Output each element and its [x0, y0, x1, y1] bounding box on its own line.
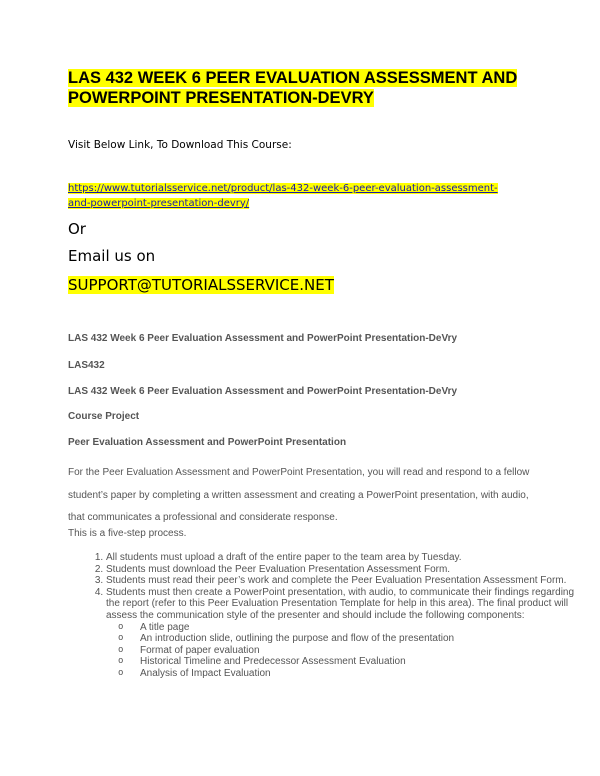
component-text: An introduction slide, outlining the purpose and flow of the presentation — [140, 633, 455, 645]
assignment-heading: Peer Evaluation Assessment and PowerPoint Presentation — [68, 437, 347, 448]
list-item — [106, 552, 576, 564]
course-heading: LAS 432 Week 6 Peer Evaluation Assessment and PowerPoint Presentation-DeVry — [68, 333, 458, 344]
component-text: Historical Timeline and Predecessor Assessment Evaluation — [140, 656, 406, 668]
component-text: Format of paper evaluation — [140, 644, 260, 656]
step-text: Students must then create a PowerPoint presentation, with audio, to communicate their findings regarding the report (refer to this Peer Evaluation Presentation Template for help in this area). The final product will assess the communication style of the presenter and should include the following components: — [106, 586, 575, 621]
list-item — [106, 564, 576, 576]
process-paragraph: This is a five-step process. — [68, 528, 187, 539]
or-text: Or — [68, 220, 86, 238]
list-item — [106, 575, 576, 587]
list-item — [140, 622, 576, 634]
list-item — [106, 587, 576, 680]
step-text: All students must upload a draft of the entire paper to the team area by Tuesday. — [106, 552, 462, 563]
email-label: Email us on — [68, 247, 156, 265]
step-text: Students must read their peer’s work and complete the Peer Evaluation Presentation Assessment Form. — [106, 575, 567, 587]
list-item — [140, 633, 576, 645]
support-email[interactable] — [68, 276, 334, 294]
components-list — [106, 622, 576, 680]
component-text: A title page — [140, 621, 190, 633]
page-title-text: LAS 432 WEEK 6 PEER EVALUATION ASSESSMENT AND POWERPOINT PRESENTATION-DEVRY — [68, 69, 518, 107]
list-item — [140, 656, 576, 668]
component-text: Analysis of Impact Evaluation — [140, 667, 271, 679]
download-instructions: Visit Below Link, To Download This Course: — [68, 139, 292, 151]
course-download-link[interactable] — [68, 182, 508, 211]
support-email-text[interactable]: SUPPORT@TUTORIALSSERVICE.NET — [68, 276, 334, 294]
course-subheading: LAS 432 Week 6 Peer Evaluation Assessment and PowerPoint Presentation-DeVry — [68, 386, 458, 397]
list-item — [140, 645, 576, 657]
intro-paragraph: For the Peer Evaluation Assessment and PowerPoint Presentation, you will read and respond to a fellow student’s paper by completing a written assessment and creating a PowerPoint presentation, with audio, that communicates a professional and considerate response. — [68, 467, 530, 523]
course-project-heading: Course Project — [68, 411, 140, 422]
course-code-heading: LAS432 — [68, 360, 105, 371]
course-download-link-text[interactable]: https://www.tutorialsservice.net/product/las-432-week-6-peer-evaluation-assessment-and-powerpoint-presentation-devry/ — [68, 183, 498, 209]
list-item — [140, 668, 576, 680]
steps-list — [68, 552, 576, 680]
page-title — [68, 68, 538, 108]
step-text: Students must download the Peer Evaluation Presentation Assessment Form. — [106, 563, 451, 575]
